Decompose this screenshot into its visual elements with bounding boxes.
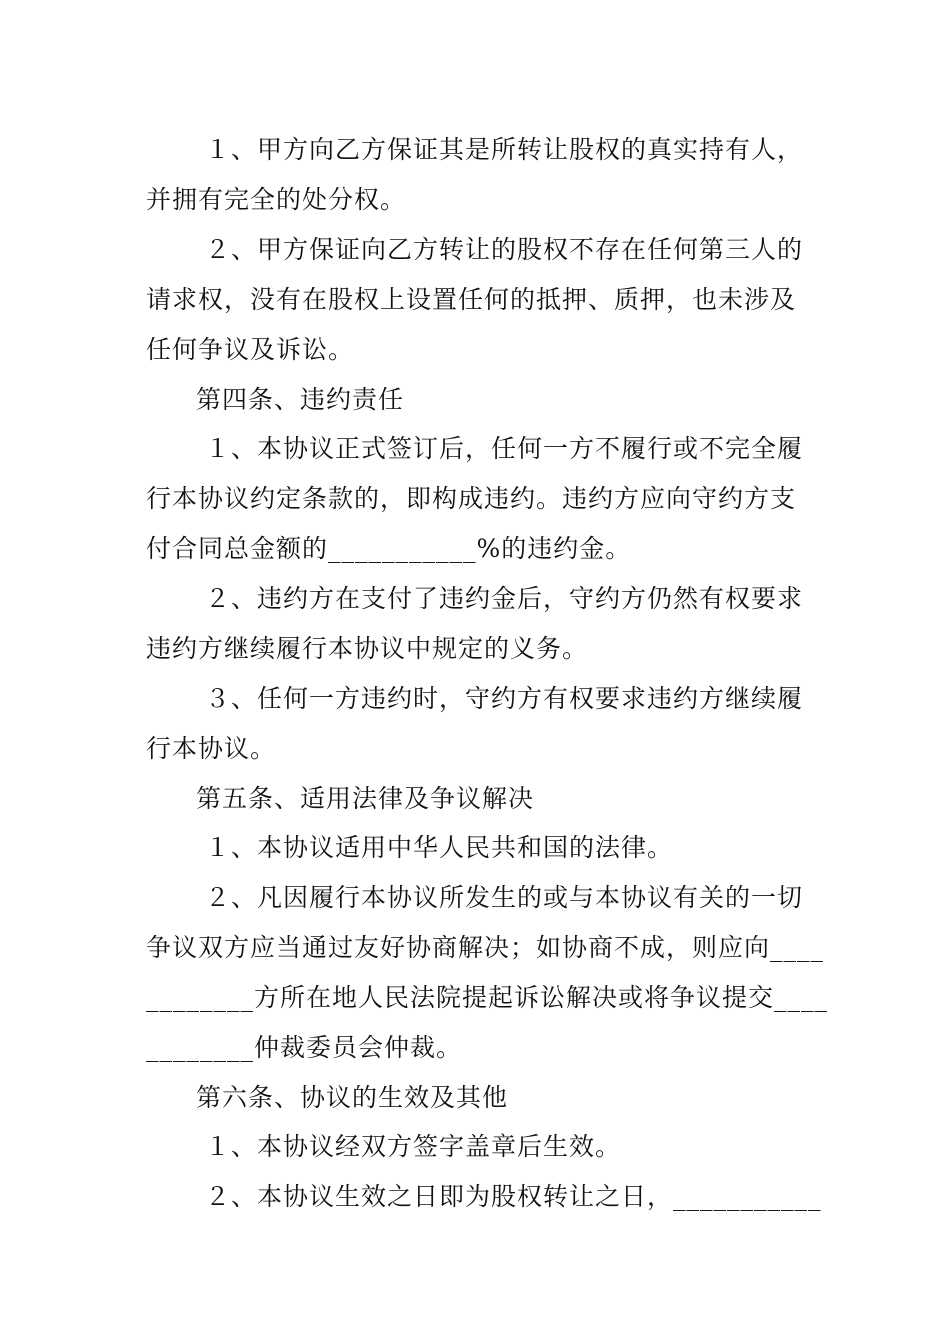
text-line: 任何争议及诉讼。	[146, 335, 355, 364]
text-line: １、本协议适用中华人民共和国的法律。	[196, 833, 673, 862]
text-line: １、甲方向乙方保证其是所转让股权的真实持有人，	[196, 135, 803, 164]
text-line: １、本协议正式签订后，任何一方不履行或不完全履	[196, 434, 803, 463]
text-line: ２、凡因履行本协议所发生的或与本协议有关的一切	[196, 883, 803, 912]
text-line: ２、甲方保证向乙方转让的股权不存在任何第三人的	[196, 235, 803, 264]
section-heading: 第五条、适用法律及争议解决	[196, 784, 535, 813]
text-line: 违约方继续履行本协议中规定的义务。	[146, 634, 589, 663]
text-line: 行本协议。	[146, 734, 277, 763]
text-line: 请求权，没有在股权上设置任何的抵押、质押，也未涉及	[146, 285, 797, 314]
text-line: ________方所在地人民法院提起诉讼解决或将争议提交____	[146, 983, 829, 1012]
text-line: 并拥有完全的处分权。	[146, 185, 407, 214]
text-line: １、本协议经双方签字盖章后生效。	[196, 1132, 621, 1161]
text-line: 行本协议约定条款的，即构成违约。违约方应向守约方支	[146, 484, 797, 513]
text-line: ________仲裁委员会仲裁。	[146, 1033, 463, 1062]
text-line: ２、本协议生效之日即为股权转让之日，___________	[196, 1182, 822, 1211]
text-line: 争议双方应当通过友好协商解决；如协商不成，则应向____	[146, 933, 825, 962]
text-line: 付合同总金额的___________%的违约金。	[146, 534, 632, 563]
section-heading: 第四条、违约责任	[196, 385, 405, 414]
text-line: ３、任何一方违约时，守约方有权要求违约方继续履	[196, 684, 803, 713]
text-line: ２、违约方在支付了违约金后，守约方仍然有权要求	[196, 584, 803, 613]
section-heading: 第六条、协议的生效及其他	[196, 1083, 509, 1112]
